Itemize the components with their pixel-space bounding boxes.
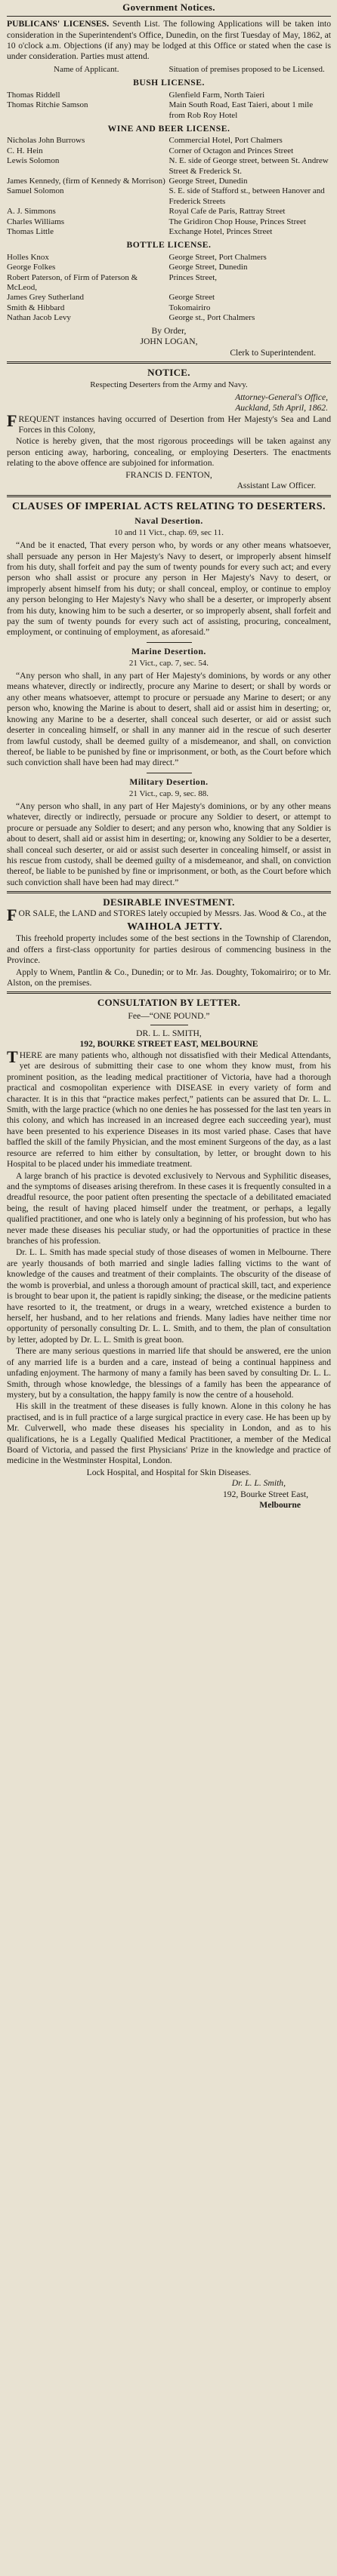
premises-situation: George st., Port Chalmers xyxy=(168,313,255,323)
bottle-license-heading: BOTTLE LICENSE. xyxy=(126,240,212,251)
premises-situation: The Gridiron Chop House, Princes Street xyxy=(168,217,306,226)
imperial-acts-clauses xyxy=(7,500,331,889)
investment-ad xyxy=(7,896,331,988)
license-row xyxy=(7,227,331,237)
premises-situation: George Street, Port Chalmers xyxy=(168,252,267,262)
bush-license-table xyxy=(7,91,331,121)
publicans-body: The following Applications will be taken into consideration in the Superintendent's Office, Dunedin, on the first Tuesday of May, 1862, at 10 o'clock a.m. Objections (if any) may be lodged at this Office or stated when the case is under consideration. Parties must attend. xyxy=(7,19,332,62)
consultation-paragraph: There are many serious questions in married life that should be answered, ere the union of any married life is a burden and a care, instead of being a continual happiness and unfading enjoyment. The harmony of many a family has been saved by consulting Dr. L. L. Smith, through whose knowledge, the blessings of a family has been the appearance of mystery, but by a consultation, the happy family is now the centre of a household. xyxy=(7,1346,331,1400)
divider xyxy=(7,991,331,994)
license-row xyxy=(7,91,331,100)
publicans-signer: JOHN LOGAN, xyxy=(140,337,198,347)
premises-situation: Corner of Octagon and Princes Street xyxy=(168,146,294,155)
premises-situation: Main South Road, East Taieri, about 1 mile from Rob Roy Hotel xyxy=(168,100,314,120)
bush-license-heading: BUSH LICENSE. xyxy=(133,78,205,88)
applicant-name: Thomas Ritchie Samson xyxy=(7,100,88,110)
license-row xyxy=(7,253,331,263)
license-table xyxy=(7,65,331,75)
investment-jetty: WAIHOLA JETTY. xyxy=(127,921,223,933)
divider xyxy=(7,16,331,17)
consultation-sig-city: Melbourne xyxy=(259,1500,301,1511)
page-title: Government Notices. xyxy=(122,2,215,13)
license-row xyxy=(7,136,331,146)
by-order: By Order, xyxy=(151,325,187,336)
deserters-notice xyxy=(7,367,331,492)
premises-situation: Commercial Hotel, Port Chalmers xyxy=(168,136,283,146)
col-situation-header: Situation of premises proposed to be Licensed. xyxy=(168,64,325,74)
naval-heading: Naval Desertion. xyxy=(134,516,203,526)
license-row xyxy=(7,100,331,121)
license-row xyxy=(7,177,331,186)
license-row xyxy=(7,273,331,294)
license-row xyxy=(7,303,331,313)
applicant-name: Nicholas John Burrows xyxy=(7,136,85,146)
premises-situation: George Street, Dunedin xyxy=(168,263,248,272)
marine-act: 21 Vict., cap. 7, sec. 54. xyxy=(128,659,209,669)
consultation-paragraph: THERE are many patients who, although not dissatisfied with their Medical Attendants, yet are desirous of submitting their case to one whom they know must, from his prominent position, as the leading medical practitioner of Victoria, have had a thorough practical and cosmopolitan experience with DISEASE in every variety of form and character. It is in this that “practice makes perfect,” patients can be assured that Dr. L. L. Smith, with the large practice (which no one denies he has possessed for the last ten years in this colony, and which has increased in an increased degree each succeeding year), must have been presented to his experience Diseases in its most varied phase. Cases that have baffled the skill of the family Physician, and the most eminent Surgeons of the day, as a last resource are referred to him either by consultation, by letter, or brought down to his Hospital to be placed under his immediate treatment. xyxy=(7,1047,331,1170)
military-act: 21 Vict., cap. 9, sec. 88. xyxy=(128,789,209,799)
premises-situation: Glenfield Farm, North Taieri xyxy=(168,90,265,100)
consultation-sig-doctor: Dr. L. L. Smith, xyxy=(231,1478,286,1489)
doctor-name: DR. L. L. SMITH, xyxy=(136,1028,202,1039)
applicant-name: C. H. Hein xyxy=(7,146,43,155)
notice-signer: FRANCIS D. FENTON, xyxy=(125,469,212,480)
notice-office: Attorney-General's Office, xyxy=(235,392,328,402)
military-heading: Military Desertion. xyxy=(129,776,209,787)
license-row xyxy=(7,146,331,156)
notice-dateline: Auckland, 5th April, 1862. xyxy=(235,403,328,413)
license-row xyxy=(7,313,331,323)
consultation-heading: CONSULTATION BY LETTER. xyxy=(97,997,241,1009)
notice-subheading: Respecting Deserters from the Army and Navy. xyxy=(90,380,248,390)
wine-license-heading: WINE AND BEER LICENSE. xyxy=(107,123,230,134)
premises-situation: Royal Cafe de Paris, Rattray Street xyxy=(168,207,286,217)
applicant-name: James Grey Sutherland xyxy=(7,293,85,303)
consultation-paragraph: His skill in the treatment of these diseases is fully known. Alone in this colony he has practised, and is in full practice of a large surgical practice in every case. He has been up by Mr. Culverwell, who made these diseases his speciality in London, and as to his qualifications, he is a Legally Qualified Medical Practitioner, a member of the Medical Board of Victoria, and passed the first Physicians' Prize in the knowledge and practice of medicine in the Westminster Hospital, London. xyxy=(7,1401,331,1466)
applicant-name: A. J. Simmons xyxy=(7,207,56,217)
premises-situation: Exchange Hotel, Princes Street xyxy=(168,226,273,236)
marine-text: “Any person who shall, in any part of Her Majesty's dominions, by words or any other means whatever, directly or indirectly, procure any Marine to desert; or shall by words or any other means whatsoever, attempt to procure or persuade any Marine to desert; or any person who, knowing the Marine is about to desert, shall aid or assist him in deserting; or, knowing any Marine to be a deserter, shall conceal such deserter, or aid or assist such deserter in concealing himself, or shall in any manner aid in the rescue of such deserter from lawful custody, shall be deemed guilty of a misdemeanor, and shall, on conviction thereof, be liable to be punished by fine or imprisonment, or both, as the Court before which such conviction shall have been had may direct.” xyxy=(7,671,331,768)
marine-heading: Marine Desertion. xyxy=(131,646,206,656)
applicant-name: Thomas Riddell xyxy=(7,90,60,100)
divider xyxy=(7,891,331,893)
divider xyxy=(147,642,192,643)
notice-heading: NOTICE. xyxy=(147,366,190,378)
premises-situation: George Street, Dunedin xyxy=(168,176,248,186)
publicans-intro xyxy=(7,19,331,63)
premises-situation: S. E. side of Stafford st., between Hanover and Frederick Streets xyxy=(168,186,325,206)
publicans-signer-title: Clerk to Superintendent. xyxy=(230,347,316,358)
consultation-hospital: Lock Hospital, and Hospital for Skin Diseases. xyxy=(86,1467,252,1477)
premises-situation: Tokomairiro xyxy=(168,303,211,312)
applicant-name: Smith & Hibbard xyxy=(7,303,65,312)
premises-situation: Princes Street, xyxy=(168,272,218,282)
consultation-ad xyxy=(7,997,331,1511)
license-row xyxy=(7,263,331,272)
naval-act: 10 and 11 Vict., chap. 69, sec 11. xyxy=(114,528,224,538)
consultation-fee: Fee—“ONE POUND.” xyxy=(128,1010,210,1021)
investment-paragraph: This freehold property includes some of the best sections in the Township of Clarendon, and offers a first-class opportunity for parties desirous of commencing business in the Province. xyxy=(7,933,331,966)
applicant-name: Charles Williams xyxy=(7,217,65,226)
notice-paragraph: FREQUENT instances having occurred of Desertion from Her Majesty's Sea and Land Forces in this Colony, xyxy=(7,410,331,435)
applicant-name: George Folkes xyxy=(7,263,56,272)
consultation-sig-address: 192, Bourke Street East, xyxy=(222,1489,308,1499)
applicant-name: Lewis Solomon xyxy=(7,156,60,166)
publicans-heading-suffix: Seventh List. xyxy=(112,19,160,29)
col-name-header: Name of Applicant. xyxy=(54,64,119,74)
license-row xyxy=(7,207,331,217)
clauses-heading: CLAUSES OF IMPERIAL ACTS RELATING TO DESERTERS. xyxy=(12,500,326,512)
applicant-name: Holles Knox xyxy=(7,252,49,262)
license-row xyxy=(7,217,331,227)
investment-heading: DESIRABLE INVESTMENT. xyxy=(103,896,235,908)
investment-paragraph: Apply to Wnem, Pantlin & Co., Dunedin; or to Mr. Jas. Doughty, Tokomairiro; or to Mr. Alston, on the premises. xyxy=(7,967,331,988)
doctor-address: 192, BOURKE STREET EAST, MELBOURNE xyxy=(79,1039,258,1050)
investment-paragraph: FOR SALE, the LAND and STORES lately occupied by Messrs. Jas. Wood & Co., at the xyxy=(7,905,327,925)
applicant-name: Samuel Solomon xyxy=(7,186,64,196)
license-row xyxy=(7,293,331,303)
divider xyxy=(7,495,331,497)
naval-text: “And be it enacted, That every person who, by words or any other means whatsoever, shall persuade any person in Her Majesty's Navy to desert, or improperly absent himself from his duty, shall forfeit and pay the sum of twenty pounds for every such act; and every person who shall assist or procure any person in Her Majesty's Navy to desert, or improperly absent himself from his duty; or shall conceal, employ, or continue to employ any person belonging to Her Majesty's Navy who shall be a deserter, or improperly absent from his duty, knowing him to be such a deserter, or so improperly absent, shall forfeit and pay the sum of twenty pounds for every such act of assisting, procuring, concealment, employment, or continuing of employment, as aforesaid.” xyxy=(7,540,331,638)
notice-signer-title: Assistant Law Officer. xyxy=(237,481,316,491)
premises-situation: N. E. side of George street, between St. Andrew Street & Frederick St. xyxy=(168,156,329,176)
divider xyxy=(7,361,331,364)
notice-paragraph: Notice is hereby given, that the most rigorous proceedings will be taken against any person enticing away, harboring, concealing, or employing Deserters. The enactments relating to the above offence are subjoined for information. xyxy=(7,436,331,469)
wine-license-table xyxy=(7,136,331,237)
applicant-name: Thomas Little xyxy=(7,226,54,236)
consultation-paragraph: A large branch of his practice is devoted exclusively to Nervous and Syphilitic diseases, and the symptoms of diseases arising therefrom. In these cases it is frequently consulted in a dreadful resource, the poor patient often presenting the spectacle of a debilitated emaciated being, the result of having placed himself under the treatment, or perhaps, a legally qualified practitioner, and one who is lately only a beginning of his profession, but who has never made these diseases his peculiar study, or had the opportunities of practice in these branches of his profession. xyxy=(7,1170,331,1247)
applicant-name: James Kennedy, (firm of Kennedy & Morrison) xyxy=(7,176,165,186)
applicant-name: Nathan Jacob Levy xyxy=(7,313,71,323)
publicans-heading: PUBLICANS' LICENSES. xyxy=(7,19,110,29)
license-row xyxy=(7,186,331,207)
bottle-license-table xyxy=(7,253,331,324)
military-text: “Any person who shall, in any part of Her Majesty's dominions, or by any other means whatever, directly or indirectly, persuade or procure any Soldier to desert, or attempt to procure or persuade any Soldier to desert; and any person who, knowing that any Soldier is about to desert, shall aid or assist him in deserting; or, knowing any Soldier to be a deserter, shall conceal such deserter, or aid or assist such deserter in concealing himself, or assist in his rescue from custody, shall be deemed guilty of a misdemeanor, and shall, on conviction thereof, be liable to be punished by fine or imprisonment, or both, as the Court before which such conviction shall have been had may direct.” xyxy=(7,801,331,887)
publicans-licenses-notice xyxy=(7,19,331,358)
consultation-paragraph: Dr. L. L. Smith has made special study of those diseases of women in Melbourne. There are yearly thousands of both married and single ladies falling victims to the want of knowledge of the causes and treatment of their complaints. The obscurity of the disease of the womb is proverbial, and unless a thorough amount of practical skill, tact, and experience is brought to bear upon it, the patient is rapidly sinking; the disease, or the medicine patients have resorted to it, the treatment, or drugs in a weary, wretched existence a burden to herself, her husband, and to her relations and friends. Many ladies have neither time nor opportunity of personally consulting Dr. L. L. Smith, and to them, the plan of consultation by letter, adopted by Dr. L. L. Smith is great boon. xyxy=(7,1247,331,1345)
applicant-name: Robert Paterson, of Firm of Paterson & McLeod, xyxy=(7,272,138,293)
license-row xyxy=(7,156,331,177)
premises-situation: George Street xyxy=(168,293,215,303)
